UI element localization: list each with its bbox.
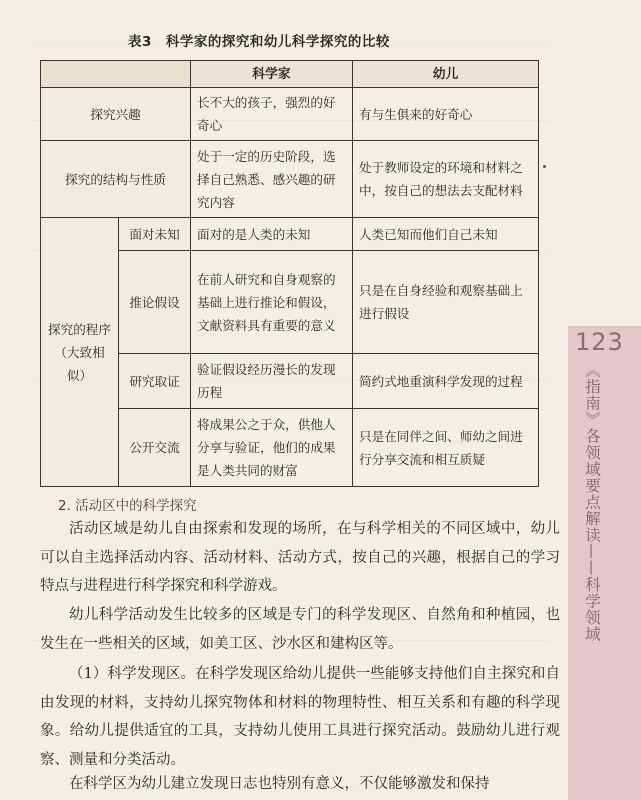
header-scientist: 科学家 <box>191 61 353 88</box>
cell-scientist-hypothesis: 在前人研究和自身观察的基础上进行推论和假设，文献资料具有重要的意义 <box>191 251 353 354</box>
table-caption: 表3 科学家的探究和幼儿科学探究的比较 <box>128 34 390 50</box>
table-row <box>41 218 539 251</box>
cell-child-hypothesis: 只是在自身经验和观察基础上进行假设 <box>353 251 539 354</box>
body-paragraph: （1）科学发现区。在科学发现区给幼儿提供一些能够支持他们自主探究和自由发现的材料，支持幼儿探究物体和材料的物理特性、相互关系和有趣的科学现象。给幼儿提供适宜的工具，支持幼儿使用工具进行探究活动。鼓励幼儿进行观察、测量和分类活动。 <box>40 666 560 768</box>
sub-label-unknown: 面对未知 <box>119 218 191 251</box>
cell-child-exchange: 只是在同伴之间、师幼之间进行分享交流和相互质疑 <box>353 409 539 487</box>
header-blank <box>41 61 191 88</box>
body-paragraph: 在科学区为幼儿建立发现日志也特别有意义，不仅能够激发和保持 <box>69 776 490 792</box>
table-row <box>41 141 539 218</box>
page-number: 123 <box>575 328 624 356</box>
table-row <box>41 88 539 141</box>
section-title: 2. 活动区中的科学探究 <box>58 498 197 514</box>
cell-child-unknown: 人类已知而他们自己未知 <box>353 218 539 251</box>
comparison-table <box>40 60 539 487</box>
cell-child-evidence: 简约式地重演科学发现的过程 <box>353 354 539 409</box>
side-tab-band <box>568 326 641 800</box>
body-paragraph: 活动区域是幼儿自由探索和发现的场所，在与科学相关的不同区域中，幼儿可以自主选择活动内容、活动材料、活动方式，按自己的兴趣，根据自己的学习特点与进程进行科学探究和科学游戏。 <box>40 521 560 594</box>
cell-child-structure: 处于教师设定的环境和材料之中，按自己的想法去支配材料 <box>353 141 539 218</box>
sub-label-hypothesis: 推论假设 <box>119 251 191 354</box>
row-label-structure: 探究的结构与性质 <box>41 141 191 218</box>
cell-scientist-structure: 处于一定的历史阶段，选择自己熟悉、感兴趣的研究内容 <box>191 141 353 218</box>
stray-mark <box>543 165 546 168</box>
sub-label-exchange: 公开交流 <box>119 409 191 487</box>
header-child: 幼儿 <box>353 61 539 88</box>
body-paragraph: 幼儿科学活动发生比较多的区域是专门的科学发现区、自然角和种植园，也发生在一些相关的区域，如美工区、沙水区和建构区等。 <box>40 607 560 652</box>
row-label-procedure: 探究的程序（大致相似） <box>41 218 119 487</box>
cell-child-interest: 有与生俱来的好奇心 <box>353 88 539 141</box>
running-header-vertical: 《指南》各领域要点解读——科学领域 <box>583 362 601 643</box>
cell-scientist-interest: 长不大的孩子，强烈的好奇心 <box>191 88 353 141</box>
cell-scientist-evidence: 验证假设经历漫长的发现历程 <box>191 354 353 409</box>
row-label-interest: 探究兴趣 <box>41 88 191 141</box>
cell-scientist-exchange: 将成果公之于众，供他人分享与验证，他们的成果是人类共同的财富 <box>191 409 353 487</box>
table-header-row <box>41 61 539 88</box>
cell-scientist-unknown: 面对的是人类的未知 <box>191 218 353 251</box>
sub-label-evidence: 研究取证 <box>119 354 191 409</box>
